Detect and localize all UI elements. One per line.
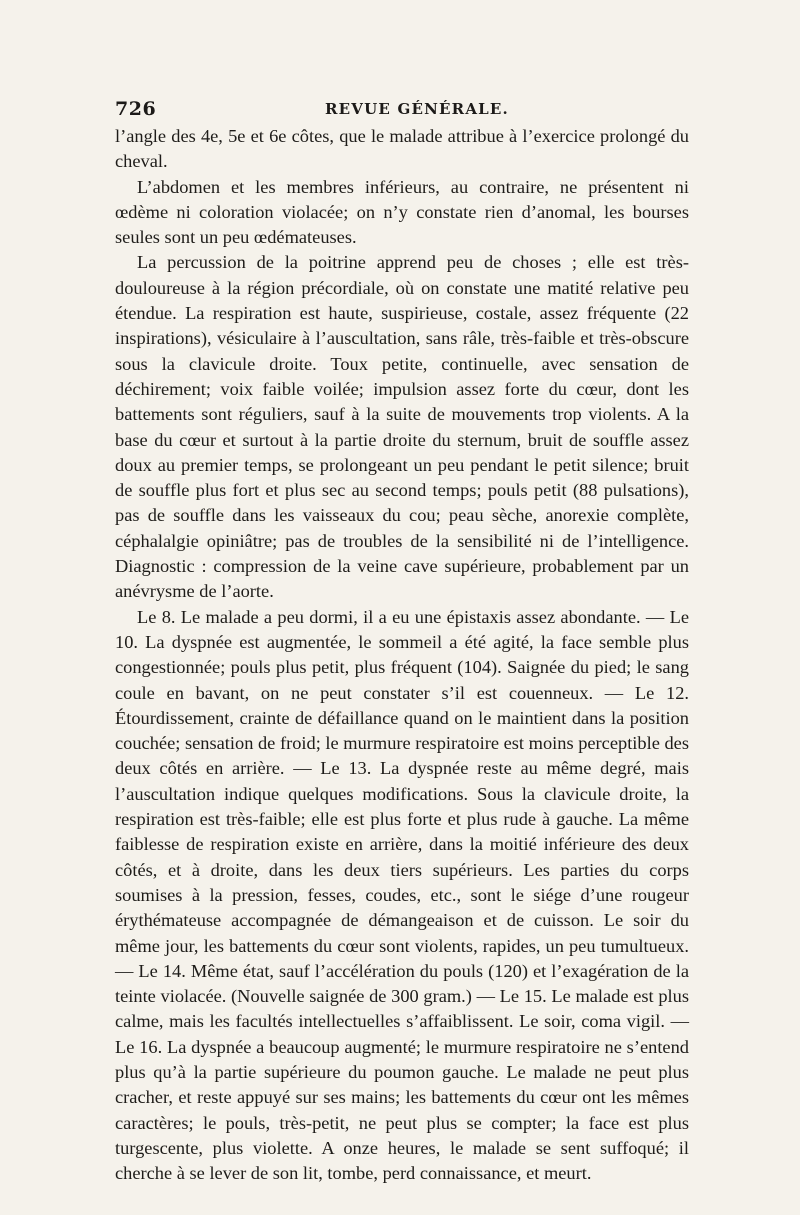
running-head: REVUE GÉNÉRALE.	[325, 100, 509, 118]
paragraph-percussion: La percussion de la poitrine apprend peu de choses ; elle est très-douloureuse à la région précordiale, où on constate une matité relative peu étendue. La respiration est haute, suspirieuse, costale, assez fréquente (22 inspirations), vésiculaire à l’auscultation, sans râle, très-faible et très-obscure sous la clavicule droite. Toux petite, continuelle, avec sensation de déchirement; voix faible voilée; impulsion assez forte du cœur, dont les battements sont réguliers, sauf à la suite de mouvements trop violents. A la base du cœur et surtout à la partie droite du sternum, bruit de souffle assez doux au premier temps, se prolongeant un peu pendant le petit silence; bruit de souffle plus fort et plus sec au second temps; pouls petit (88 pulsations), pas de souffle dans les vaisseaux du cou; peau sèche, anorexie complète, céphalalgie opiniâtre; pas de troubles de la sensibilité ni de l’intelligence. Diagnostic : compression de la veine cave supérieure, probablement par un anévrysme de l’aorte.	[115, 252, 689, 602]
page-header	[115, 98, 685, 124]
page-number: 726	[115, 98, 157, 120]
paragraph-abdomen: L’abdomen et les membres inférieurs, au contraire, ne présentent ni œdème ni coloration violacée; on n’y constate rien d’anomal, les bourses seules sont un peu œdémateuses.	[115, 176, 689, 248]
paragraph-continuation: l’angle des 4e, 5e et 6e côtes, que le malade attribue à l’exercice prolongé du cheval.	[115, 126, 689, 172]
paragraph-progression: Le 8. Le malade a peu dormi, il a eu une épistaxis assez abondante. — Le 10. La dyspnée est augmentée, le sommeil a été agité, la face semble plus congestionnée; pouls plus petit, plus fréquent (104). Saignée du pied; le sang coule en bavant, on ne peut constater s’il est couenneux. — Le 12. Étourdissement, crainte de défaillance quand on le maintient dans la position couchée; sensation de froid; le murmure respiratoire est moins perceptible des deux côtés en arrière. — Le 13. La dyspnée reste au même degré, mais l’auscultation indique quelques modifications. Sous la clavicule droite, la respiration est très-faible; elle est plus forte et plus rude à gauche. La même faiblesse de respiration existe en arrière, dans la moitié inférieure des deux côtés, et à droite, dans les deux tiers supérieurs. Les parties du corps soumises à la pression, fesses, coudes, etc., sont le siége d’une rougeur érythémateuse accompagnée de démangeaison et de cuisson. Le soir du même jour, les battements du cœur sont violents, rapides, un peu tumultueux. — Le 14. Même état, sauf l’accélération du pouls (120) et l’exagération de la teinte violacée. (Nouvelle saignée de 300 gram.) — Le 15. Le malade est plus calme, mais les facultés intellectuelles s’affaiblissent. Le soir, coma vigil. — Le 16. La dyspnée a beaucoup augmenté; le murmure respiratoire ne s’entend plus qu’à la partie supérieure du poumon gauche. Le malade ne peut plus cracher, et reste appuyé sur ses mains; les battements du cœur ont les mêmes caractères; le pouls, très-petit, ne peut plus se compter; la face est plus turgescente, plus violette. A onze heures, le malade se sent suffoqué; il cherche à se lever de son lit, tombe, perd connaissance, et meurt.	[115, 606, 689, 1184]
body-text	[115, 124, 689, 1186]
